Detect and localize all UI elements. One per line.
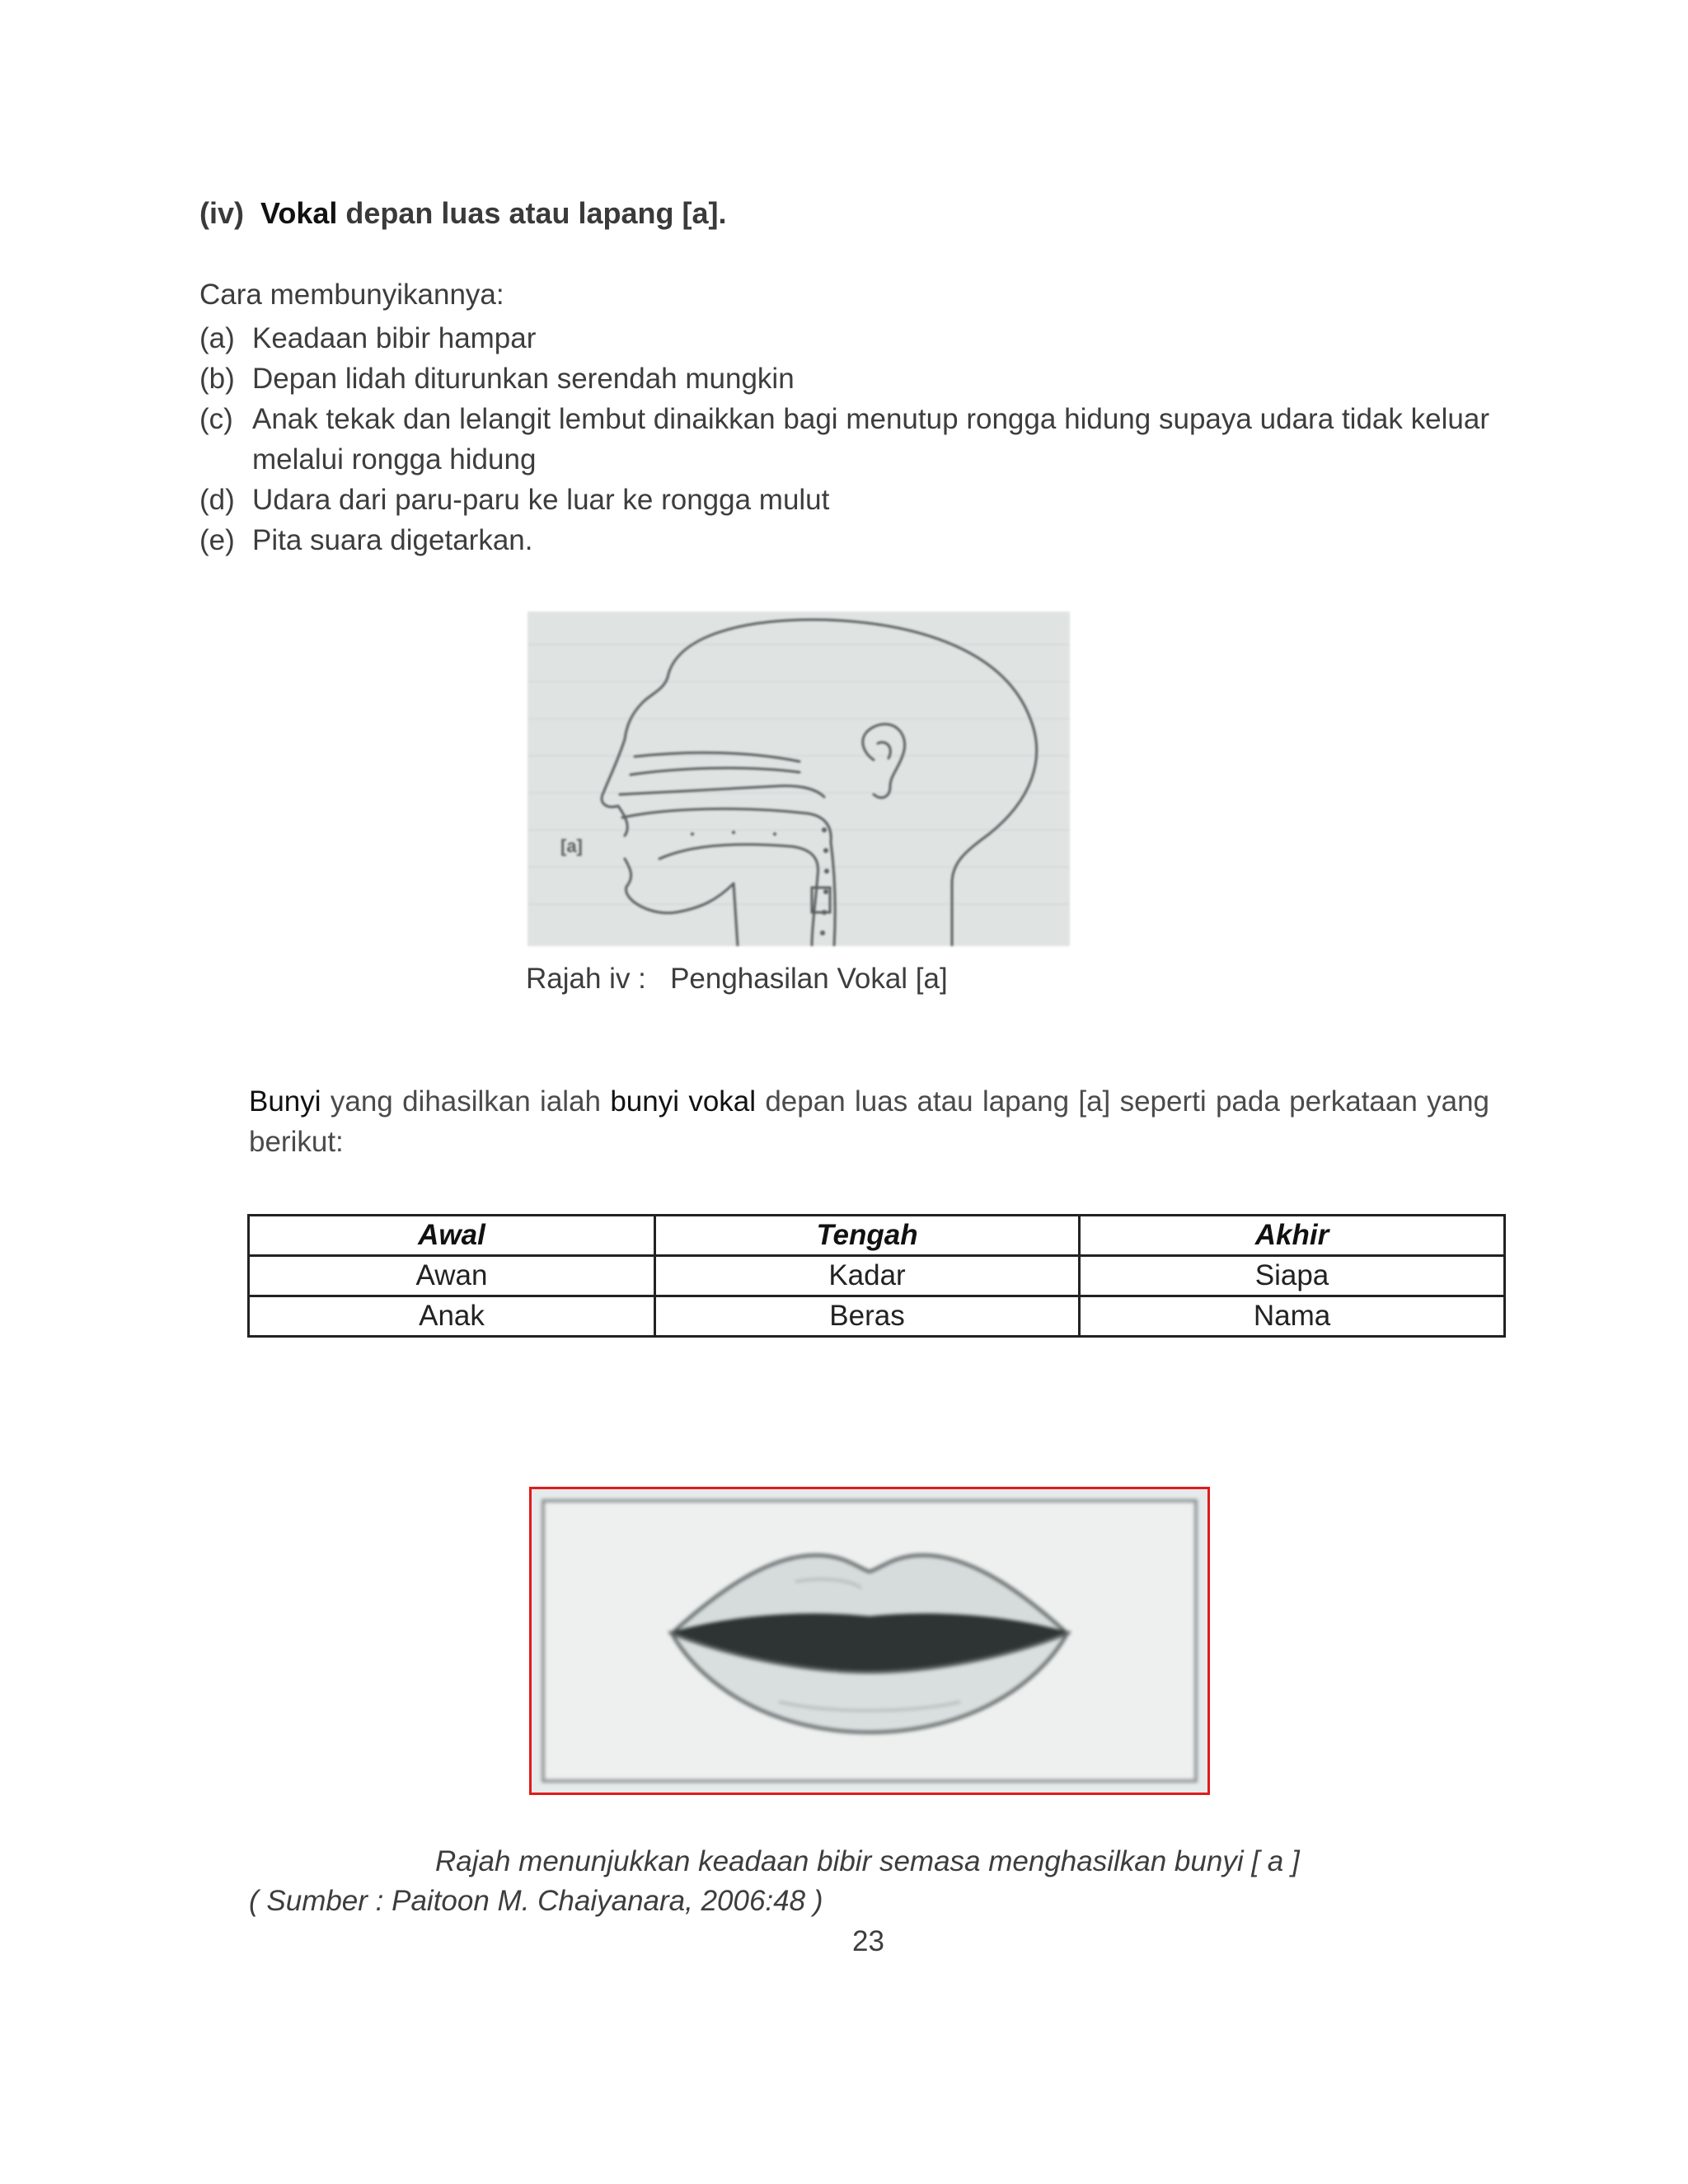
list-item bbox=[199, 359, 1489, 399]
word-position-table bbox=[247, 1214, 1506, 1338]
vowel-symbol-label: [a] bbox=[560, 836, 583, 856]
paragraph-text: yang dihasilkan ialah bbox=[321, 1085, 611, 1118]
column-header-akhir: Akhir bbox=[1080, 1216, 1505, 1256]
list-item bbox=[199, 480, 1489, 520]
body-paragraph bbox=[249, 1081, 1489, 1162]
list-item-text: Depan lidah diturunkan serendah mungkin bbox=[252, 363, 795, 395]
table-cell: Beras bbox=[655, 1296, 1080, 1337]
list-item bbox=[199, 399, 1489, 480]
intro-text: Cara membunyikannya: bbox=[199, 279, 504, 311]
section-heading bbox=[199, 196, 727, 231]
table-cell: Awan bbox=[249, 1256, 655, 1296]
heading-rest: depan luas atau lapang [a]. bbox=[345, 196, 727, 230]
paragraph-term: bunyi vokal bbox=[610, 1085, 757, 1118]
list-item-text: Pita suara digetarkan. bbox=[252, 524, 533, 556]
list-marker: (e) bbox=[199, 524, 235, 556]
table-cell: Siapa bbox=[1080, 1256, 1505, 1296]
table-cell: Nama bbox=[1080, 1296, 1505, 1337]
heading-bold-word: Vokal bbox=[260, 196, 338, 230]
list-marker: (c) bbox=[199, 403, 233, 435]
table-cell: Anak bbox=[249, 1296, 655, 1337]
table-cell: Kadar bbox=[655, 1256, 1080, 1296]
figure-caption-lips: Rajah menunjukkan keadaan bibir semasa menghasilkan bunyi [ a ] bbox=[435, 1845, 1300, 1877]
list-item bbox=[199, 318, 1489, 359]
column-header-tengah: Tengah bbox=[655, 1216, 1080, 1256]
steps-list bbox=[199, 318, 1489, 560]
list-marker: (b) bbox=[199, 363, 235, 395]
table-row bbox=[249, 1296, 1505, 1337]
column-header-awal: Awal bbox=[249, 1216, 655, 1256]
list-item-text: Udara dari paru-paru ke luar ke rongga mulut bbox=[252, 484, 830, 516]
paragraph-word-bunyi: Bunyi bbox=[249, 1085, 321, 1118]
lips-illustration bbox=[529, 1487, 1210, 1795]
vocal-tract-diagram bbox=[528, 612, 1070, 946]
list-item bbox=[199, 520, 1489, 560]
page-number: 23 bbox=[852, 1925, 884, 1957]
heading-number: (iv) bbox=[199, 196, 244, 230]
table-row bbox=[249, 1256, 1505, 1296]
table-header-row bbox=[249, 1216, 1505, 1256]
list-item-text: Keadaan bibir hampar bbox=[252, 322, 537, 354]
list-marker: (d) bbox=[199, 484, 235, 516]
paragraph-text: depan luas atau lapang [a] seperti pada perkataan yang berikut: bbox=[249, 1085, 1490, 1158]
list-item-text: Anak tekak dan lelangit lembut dinaikkan bagi menutup rongga hidung supaya udara tidak keluar melalui rongga hidung bbox=[252, 403, 1489, 476]
list-marker: (a) bbox=[199, 322, 235, 354]
source-citation: ( Sumber : Paitoon M. Chaiyanara, 2006:48 ) bbox=[249, 1885, 823, 1917]
figure-caption: Rajah iv : Penghasilan Vokal [a] bbox=[526, 963, 948, 995]
